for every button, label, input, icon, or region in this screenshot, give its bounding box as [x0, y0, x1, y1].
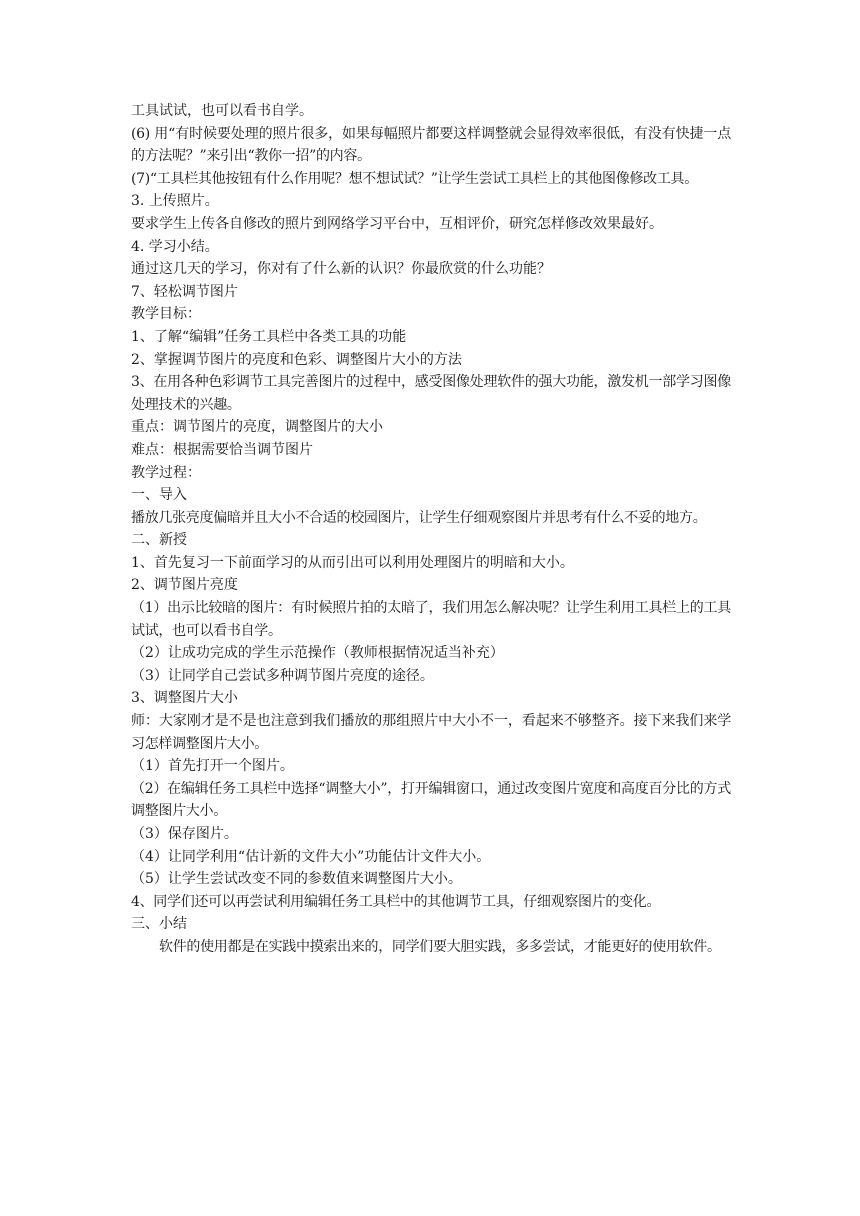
list-item: （2）让成功完成的学生示范操作（教师根据情况适当补充） — [131, 645, 504, 662]
key-point: 重点：调节图片的亮度，调整图片的大小 — [131, 419, 383, 436]
section-heading: 教学目标： — [131, 306, 201, 323]
section-heading: 3. 上传照片。 — [131, 193, 219, 210]
list-item: （1）首先打开一个图片。 — [131, 758, 294, 775]
section-heading: 教学过程： — [131, 464, 201, 481]
paragraph: 师：大家刚才是不是也注意到我们播放的那组照片中大小不一，看起来不够整齐。接下来我们来学习怎样调整图片大小。 — [131, 713, 731, 752]
paragraph: (7)“工具栏其他按钮有什么作用呢？想不想试试？”让学生尝试工具栏上的其他图像修改工具。 — [131, 170, 698, 187]
difficulty-point: 难点：根据需要恰当调节图片 — [131, 441, 313, 458]
paragraph: 要求学生上传各自修改的照片到网络学习平台中，互相评价，研究怎样修改效果最好。 — [131, 215, 663, 232]
section-heading: 一、导入 — [131, 487, 187, 504]
list-item: （1）出示比较暗的图片：有时候照片拍的太暗了，我们用怎么解决呢？让学生利用工具栏上的工具试试，也可以看书自学。 — [131, 600, 731, 639]
list-item: （5）让学生尝试改变不同的参数值来调整图片大小。 — [131, 871, 462, 888]
paragraph: 软件的使用都是在实践中摸索出来的，同学们要大胆实践，多多尝试，才能更好的使用软件。 — [159, 938, 721, 955]
document-body — [131, 100, 731, 959]
list-item: （4）让同学利用“估计新的文件大小”功能估计文件大小。 — [131, 848, 491, 865]
section-heading: 三、小结 — [131, 916, 187, 933]
section-heading: 4. 学习小结。 — [131, 238, 219, 255]
list-item: 1、首先复习一下前面学习的从而引出可以利用处理图片的明暗和大小。 — [131, 554, 574, 571]
list-item: 2、调节图片亮度 — [131, 577, 238, 594]
list-item: 4、同学们还可以再尝试利用编辑任务工具栏中的其他调节工具，仔细观察图片的变化。 — [131, 893, 661, 910]
paragraph: 通过这几天的学习，你对有了什么新的认识？你最欣赏的什么功能？ — [131, 261, 551, 278]
list-item: （3）让同学自己尝试多种调节图片亮度的途径。 — [131, 667, 434, 684]
section-heading: 二、新授 — [131, 532, 187, 549]
list-item: 3、调整图片大小 — [131, 690, 238, 707]
paragraph: (6) 用“有时候要处理的照片很多，如果每幅照片都要这样调整就会显得效率很低，有没有快捷一点的方法呢？”来引出“教你一招”的内容。 — [131, 125, 731, 165]
lesson-title: 7、轻松调节图片 — [131, 283, 238, 300]
list-item: 1、了解“编辑”任务工具栏中各类工具的功能 — [131, 328, 407, 345]
list-item: 2、掌握调节图片的亮度和色彩、调整图片大小的方法 — [131, 351, 462, 368]
list-item: （3）保存图片。 — [131, 826, 238, 842]
list-item: （2）在编辑任务工具栏中选择“调整大小”，打开编辑窗口，通过改变图片宽度和高度百分比的方式调整图片大小。 — [131, 780, 731, 820]
paragraph: 工具试试，也可以看书自学。 — [131, 103, 313, 119]
list-item: 3、在用各种色彩调节工具完善图片的过程中，感受图像处理软件的强大功能，激发机一部学习图像处理技术的兴趣。 — [131, 374, 731, 413]
paragraph: 播放几张亮度偏暗并且大小不合适的校园图片，让学生仔细观察图片并思考有什么不妥的地方。 — [131, 509, 707, 526]
